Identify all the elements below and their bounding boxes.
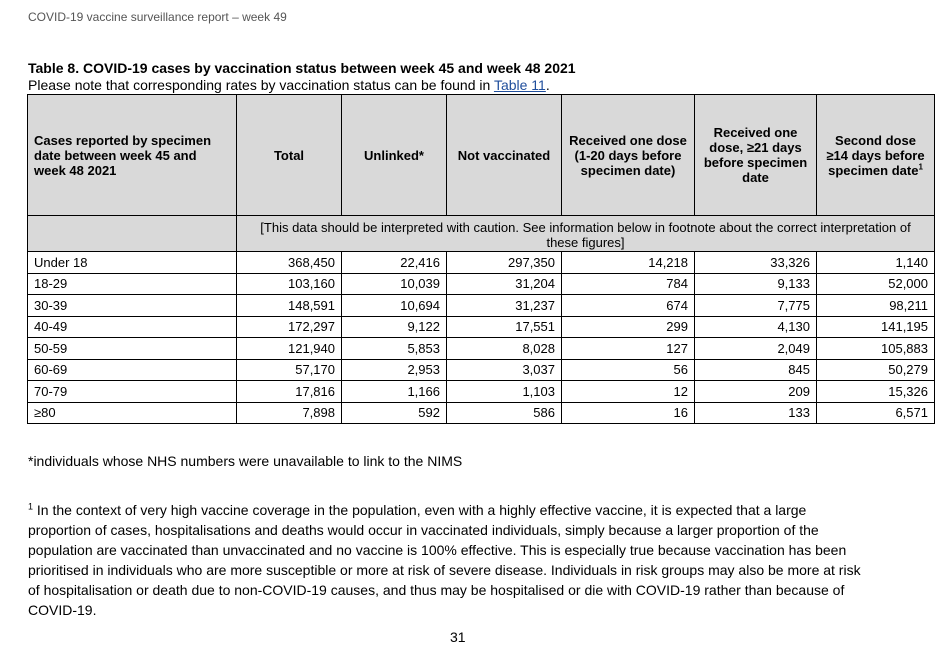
- table-row: [28, 402, 935, 424]
- cell-unlinked: 10,039: [342, 273, 447, 295]
- header-total: Total: [237, 95, 342, 216]
- table-note: [28, 77, 550, 93]
- cell-total: 121,940: [237, 338, 342, 360]
- cell-age: 30-39: [28, 295, 237, 317]
- table-body: [28, 252, 935, 424]
- cell-age: 40-49: [28, 316, 237, 338]
- table-row: [28, 359, 935, 381]
- cell-not-vaccinated: 31,237: [447, 295, 562, 317]
- cell-not-vaccinated: 8,028: [447, 338, 562, 360]
- cell-one-dose-early: 784: [562, 273, 695, 295]
- cell-second-dose: 1,140: [817, 252, 935, 274]
- table-row: [28, 338, 935, 360]
- cell-one-dose-late: 4,130: [695, 316, 817, 338]
- header-unlinked: Unlinked*: [342, 95, 447, 216]
- cell-one-dose-early: 127: [562, 338, 695, 360]
- cell-one-dose-late: 2,049: [695, 338, 817, 360]
- cell-one-dose-late: 845: [695, 359, 817, 381]
- cell-total: 368,450: [237, 252, 342, 274]
- cell-unlinked: 2,953: [342, 359, 447, 381]
- cell-total: 103,160: [237, 273, 342, 295]
- header-age-group: Cases reported by specimen date between week 45 and week 48 2021: [28, 95, 237, 216]
- cell-age: 60-69: [28, 359, 237, 381]
- cell-unlinked: 1,166: [342, 381, 447, 403]
- header-one-dose-early: Received one dose (1-20 days before specimen date): [562, 95, 695, 216]
- table-row: [28, 295, 935, 317]
- cell-one-dose-early: 299: [562, 316, 695, 338]
- cell-second-dose: 98,211: [817, 295, 935, 317]
- page-header: COVID-19 vaccine surveillance report – week 49: [28, 10, 287, 24]
- cell-second-dose: 50,279: [817, 359, 935, 381]
- cell-age: 50-59: [28, 338, 237, 360]
- footnote-interpretation-text: In the context of very high vaccine coverage in the population, even with a highly effective vaccine, it is expected that a large proportion of cases, hospitalisations and deaths would occur in vaccinated individuals, simply because a larger proportion of the population are vaccinated than unvaccinated and no vaccine is 100% effective. This is especially true because vaccination has been prioritised in individuals who are more susceptible or more at risk of severe disease. Individuals in risk groups may also be more at risk of hospitalisation or death due to non-COVID-19 causes, and thus may be hospitalised or die with COVID-19 rather than because of COVID-19.: [28, 502, 861, 618]
- cell-unlinked: 10,694: [342, 295, 447, 317]
- cell-one-dose-early: 56: [562, 359, 695, 381]
- footnote-interpretation: [28, 500, 868, 620]
- table-note-suffix: .: [545, 77, 550, 93]
- caution-spacer: [28, 216, 237, 252]
- cell-second-dose: 52,000: [817, 273, 935, 295]
- header-second-dose-text: Second dose ≥14 days before specimen date: [826, 132, 925, 178]
- cell-age: ≥80: [28, 402, 237, 424]
- cell-one-dose-early: 674: [562, 295, 695, 317]
- cell-unlinked: 22,416: [342, 252, 447, 274]
- table-row: [28, 316, 935, 338]
- cell-age: 18-29: [28, 273, 237, 295]
- footnote-unlinked: *individuals whose NHS numbers were unavailable to link to the NIMS: [28, 453, 463, 469]
- cell-total: 148,591: [237, 295, 342, 317]
- cell-not-vaccinated: 3,037: [447, 359, 562, 381]
- cell-second-dose: 6,571: [817, 402, 935, 424]
- table-row: [28, 252, 935, 274]
- cell-total: 17,816: [237, 381, 342, 403]
- cell-total: 172,297: [237, 316, 342, 338]
- cell-one-dose-late: 7,775: [695, 295, 817, 317]
- cell-total: 57,170: [237, 359, 342, 381]
- cell-not-vaccinated: 586: [447, 402, 562, 424]
- table-note-text: Please note that corresponding rates by vaccination status can be found in: [28, 77, 494, 93]
- cases-by-vaccination-table: [27, 94, 935, 424]
- cell-unlinked: 5,853: [342, 338, 447, 360]
- cell-not-vaccinated: 31,204: [447, 273, 562, 295]
- cell-second-dose: 141,195: [817, 316, 935, 338]
- table-11-link[interactable]: Table 11: [493, 77, 546, 93]
- cell-one-dose-early: 16: [562, 402, 695, 424]
- cell-unlinked: 9,122: [342, 316, 447, 338]
- cell-not-vaccinated: 297,350: [447, 252, 562, 274]
- cell-second-dose: 105,883: [817, 338, 935, 360]
- cell-not-vaccinated: 1,103: [447, 381, 562, 403]
- page-number: 31: [450, 629, 466, 645]
- footnote-interpretation-marker: 1: [28, 501, 34, 512]
- header-not-vaccinated: Not vaccinated: [447, 95, 562, 216]
- cell-one-dose-late: 9,133: [695, 273, 817, 295]
- header-second-dose: [817, 95, 935, 216]
- cell-one-dose-early: 14,218: [562, 252, 695, 274]
- cell-one-dose-early: 12: [562, 381, 695, 403]
- cell-total: 7,898: [237, 402, 342, 424]
- cell-not-vaccinated: 17,551: [447, 316, 562, 338]
- footnote-marker: 1: [918, 162, 923, 172]
- table-row: [28, 273, 935, 295]
- header-one-dose-late: Received one dose, ≥21 days before specimen date: [695, 95, 817, 216]
- cell-one-dose-late: 133: [695, 402, 817, 424]
- cell-one-dose-late: 209: [695, 381, 817, 403]
- cell-age: 70-79: [28, 381, 237, 403]
- cell-second-dose: 15,326: [817, 381, 935, 403]
- caution-note: [This data should be interpreted with caution. See information below in footnote about the correct interpretation of these figures]: [237, 216, 935, 252]
- cell-one-dose-late: 33,326: [695, 252, 817, 274]
- cell-age: Under 18: [28, 252, 237, 274]
- cell-unlinked: 592: [342, 402, 447, 424]
- table-row: [28, 381, 935, 403]
- table-title: Table 8. COVID-19 cases by vaccination status between week 45 and week 48 2021: [28, 60, 576, 76]
